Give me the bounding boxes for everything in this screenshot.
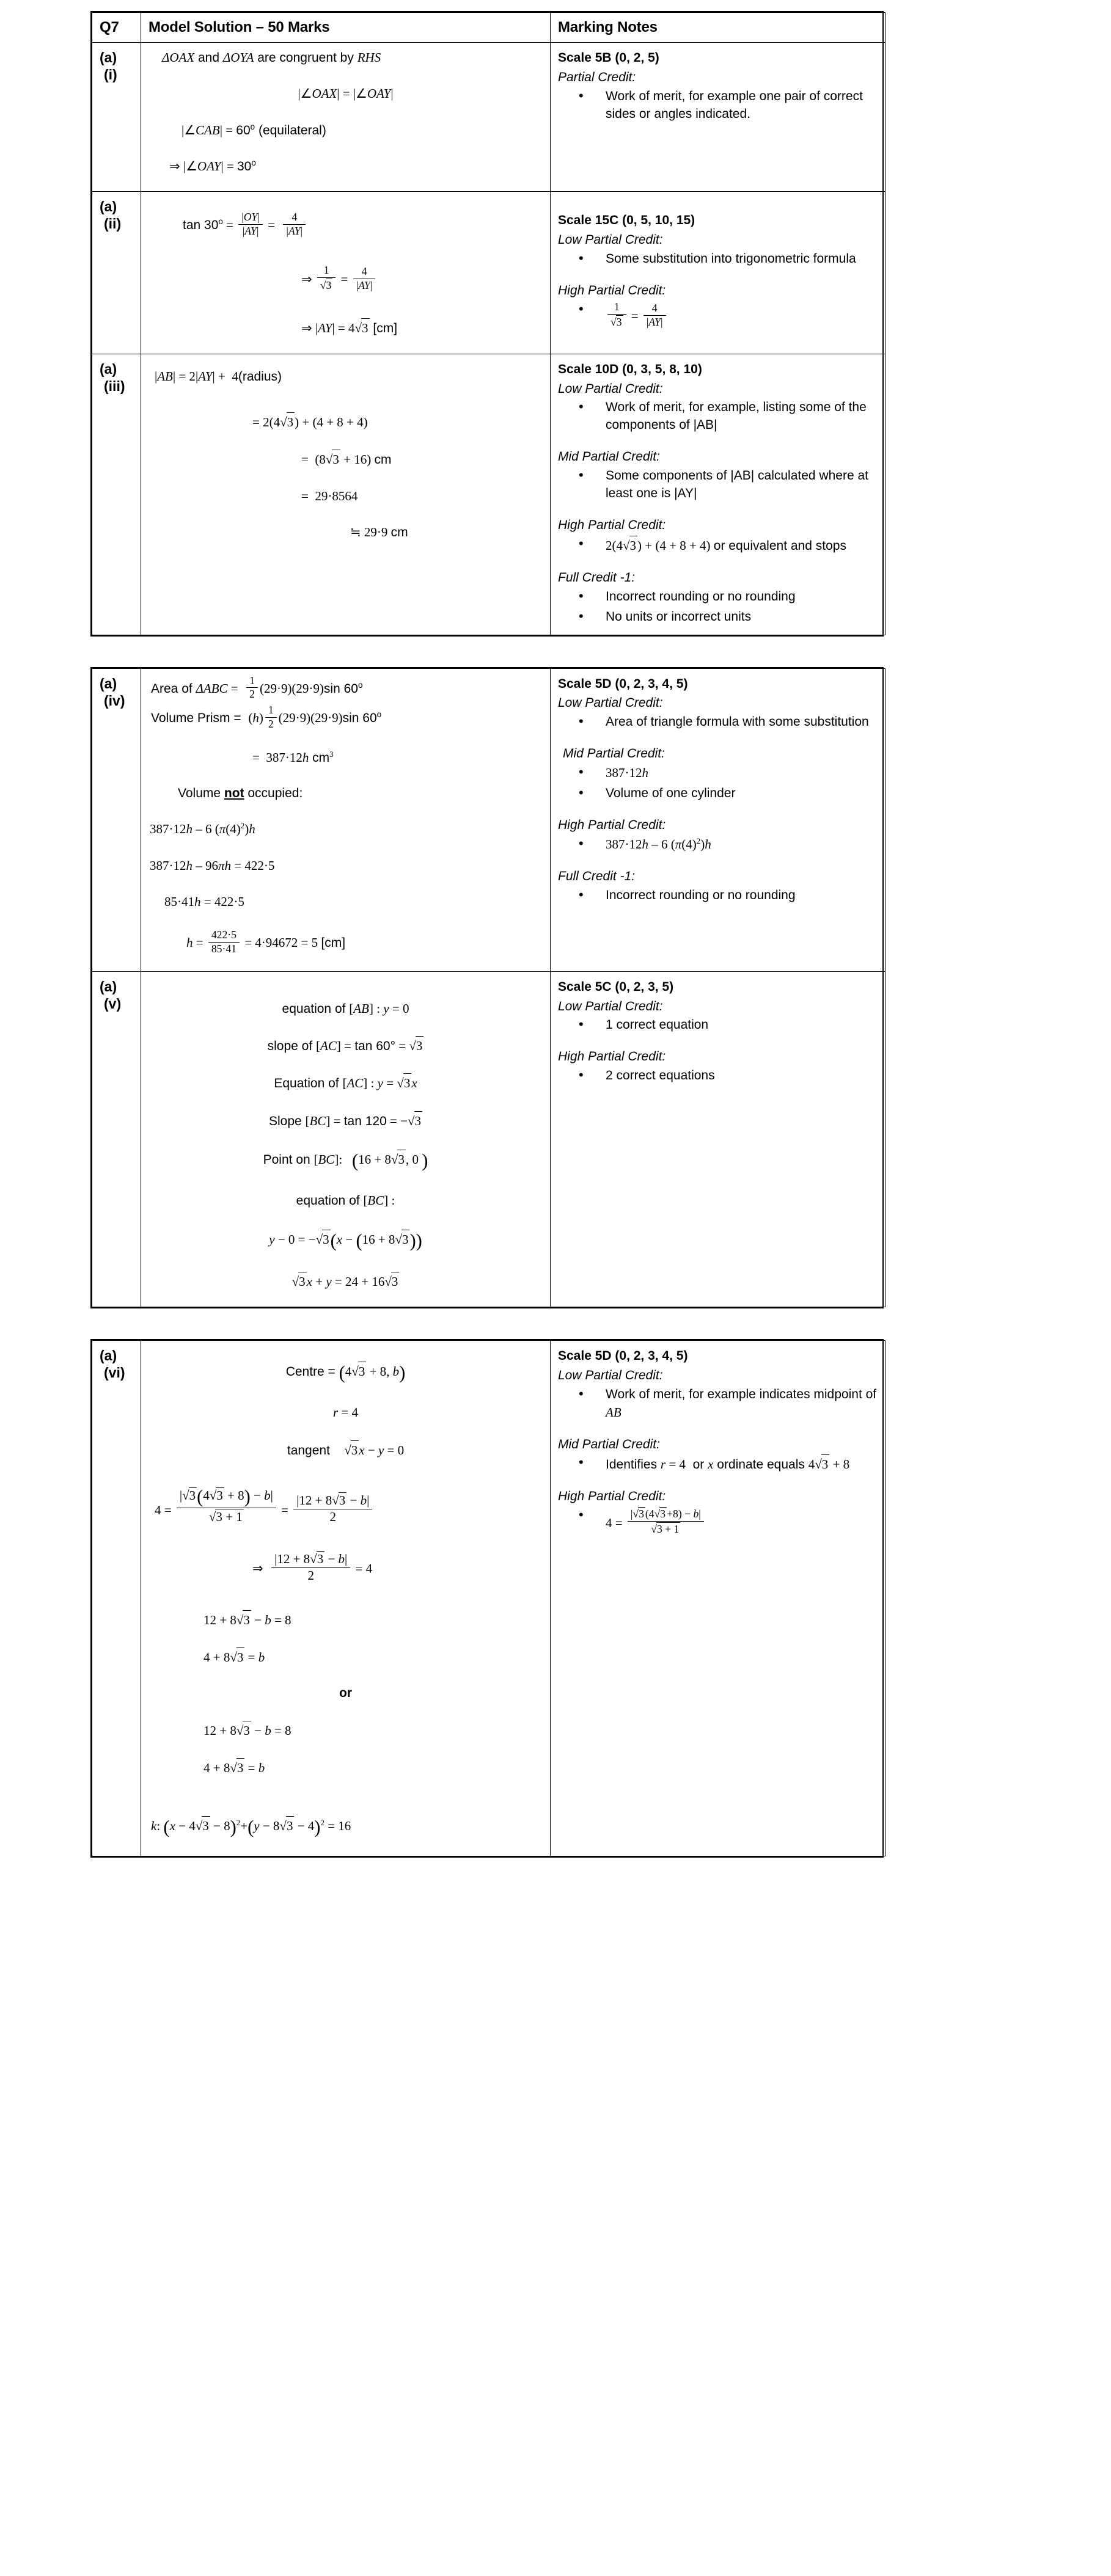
list-item: • Incorrect rounding or no rounding	[579, 588, 878, 606]
credit-list-a-iii-0	[558, 399, 878, 434]
eq-ab-decimal: = 29·8564	[301, 488, 358, 503]
table-row-a-iii	[92, 354, 886, 635]
eq-volume-prism: Volume Prism = (h) $\frac{1}{2}$ (29·9)(29·9)sin 60$^o$	[151, 704, 382, 730]
list-item-math: • 387·12h	[579, 764, 878, 783]
header-question: Q7	[92, 13, 141, 43]
credit-list-a-iii-3	[558, 588, 878, 626]
credit-list-a-iii-1	[558, 467, 878, 503]
notes-a-iv	[551, 668, 886, 971]
solution-a-i	[141, 43, 551, 192]
eq-equation-bc-pointslope: y − 0 = −√3(x − (16 + 8√3))	[269, 1230, 422, 1251]
eq-equation-ab: equation of [AB] : y = 0	[282, 1001, 409, 1016]
eq-tangent: tangent √3x − y = 0	[148, 1440, 543, 1459]
table-header-row	[92, 13, 886, 43]
solution-a-ii	[141, 192, 551, 354]
credit-heading-a-ii-0: Low Partial Credit:	[558, 233, 663, 247]
eq-slope-bc: Slope [BC] = tan 120 = −√3	[148, 1111, 543, 1130]
notes-a-vi	[551, 1341, 886, 1856]
row-label-a-ii	[92, 192, 141, 354]
credit-heading-a-iii-0: Low Partial Credit:	[558, 381, 663, 396]
row-label-a-iv	[92, 668, 141, 971]
credit-list-a-vi-2	[558, 1507, 878, 1536]
eq-equation-ac: Equation of [AC] : y = √3x	[148, 1073, 543, 1092]
eq-area-abc: Area of ΔABC = $\frac{1}{2}$ (29·9)(29·9)sin 60$^o$	[151, 674, 363, 701]
label-part-a: (a)	[100, 675, 117, 691]
notes-a-iii	[551, 354, 886, 635]
eq-solve-h-2: h = $\frac{422\cdot 5}{85\cdot 41}$ = 4·94672 = 5 [cm]	[186, 929, 346, 955]
credit-heading-a-iv-1: Mid Partial Credit:	[563, 746, 665, 761]
credit-list-a-iii-2	[558, 536, 878, 555]
notes-a-ii	[551, 192, 886, 354]
row-label-a-v	[92, 971, 141, 1307]
marking-table-3	[92, 1340, 886, 1856]
list-item: • Area of triangle formula with some substitution	[579, 713, 878, 731]
list-item: • Work of merit, for example, listing some of the components of |AB|	[579, 399, 878, 434]
scale-label-a-v: Scale 5C (0, 2, 3, 5)	[558, 979, 674, 994]
credit-list-a-ii-0	[558, 250, 878, 268]
list-item: • No units or incorrect units	[579, 608, 878, 626]
credit-heading-a-v-1: High Partial Credit:	[558, 1049, 666, 1064]
eq-tan30: $\tan 30^o$ = $\frac{|OY|}{|AY|}$ = $\frac{4}{|AY|}$	[148, 198, 543, 238]
list-item-math: • Work of merit, for example indicates midpoint of AB	[579, 1386, 878, 1422]
eq-volume-value: = 387·12h $cm^3$	[252, 749, 334, 765]
eq-not-occupied-1: 387·12h – 6 $(\pi(4)^2)h$	[150, 821, 255, 837]
notes-a-i	[551, 43, 886, 192]
credit-heading-a-vi-1: Mid Partial Credit:	[558, 1437, 660, 1451]
table-row-a-v	[92, 971, 886, 1307]
list-item-math: • 2(4√3) + (4 + 8 + 4) or equivalent and stops	[579, 536, 878, 555]
label-part-a: (a)	[100, 978, 117, 994]
list-item-math: • $\frac{1}{√3}$ = $\frac{4}{|AY|}$	[579, 301, 878, 329]
label-part-iii: (iii)	[104, 378, 125, 394]
eq-or-separator	[148, 1685, 543, 1702]
credit-heading-a-iii-3: Full Credit -1:	[558, 570, 636, 585]
table-row-a-vi	[92, 1341, 886, 1856]
eq-case1-line1: 12 + 8√3 − b = 8	[148, 1610, 543, 1629]
credit-list-a-ii-1	[558, 301, 878, 329]
row-label-a-iii	[92, 354, 141, 635]
credit-heading-a-iv-0: Low Partial Credit:	[558, 696, 663, 710]
eq-slope-ac: slope of [AC] = tan 60° = √3	[148, 1036, 543, 1055]
solution-a-iii	[141, 354, 551, 635]
eq-point-on-bc: Point on [BC]: (16 + 8√3, 0 )	[263, 1150, 428, 1172]
list-item-math: • 4 = $\frac{|√3 (4√3 +8) - b|}{√3 + 1}$	[579, 1507, 878, 1536]
credit-list-a-vi-0	[558, 1386, 878, 1422]
eq-equation-bc-final: √3x + y = 24 + 16√3	[148, 1272, 543, 1291]
label-part-ii: (ii)	[104, 216, 122, 232]
credit-list-a-iv-0	[558, 713, 878, 731]
eq-ab-rounded: ≒ 29·9 cm	[350, 525, 408, 540]
list-item: • Volume of one cylinder	[579, 785, 878, 803]
row-label-a-i	[92, 43, 141, 192]
list-item: • Some components of |AB| calculated where at least one is |AY|	[579, 467, 878, 503]
eq-centre: Centre = (4√3 + 8, b)	[285, 1362, 406, 1384]
eq-solve-h-1: 85·41h = 422·5	[164, 894, 244, 909]
eq-angle-equal: |∠OAX| = |∠OAY|	[298, 86, 394, 101]
credit-heading-a-i-0: Partial Credit:	[558, 70, 636, 84]
label-part-a: (a)	[100, 199, 117, 215]
marking-scheme-block-2	[90, 667, 884, 1309]
eq-case1-line2: 4 + 8√3 = b	[148, 1647, 543, 1666]
credit-list-a-i-0	[558, 88, 878, 123]
credit-heading-a-vi-0: Low Partial Credit:	[558, 1368, 663, 1382]
list-item: • Incorrect rounding or no rounding	[579, 887, 878, 905]
eq-case2-line1: 12 + 8√3 − b = 8	[148, 1721, 543, 1740]
eq-oay-30: ⇒ |∠OAY| = $30^o$	[169, 158, 256, 174]
eq-ay-value: ⇒ |AY| = 4√3 [cm]	[148, 318, 543, 337]
header-marking-notes: Marking Notes	[551, 13, 886, 43]
eq-simplify-abs: ⇒ $\frac{|12 + 8√3 - b|}{2}$ = 4	[252, 1552, 373, 1583]
eq-one-over-root3: ⇒ $\frac{1}{√3}$ = $\frac{4}{|AY|}$	[148, 265, 543, 292]
eq-case2-line2: 4 + 8√3 = b	[148, 1758, 543, 1777]
scale-label-a-iv: Scale 5D (0, 2, 3, 4, 5)	[558, 676, 688, 691]
table-row-a-i	[92, 43, 886, 192]
eq-congruence: ΔOAX and ΔOYA are congruent by RHS	[162, 50, 381, 65]
eq-circle-equation: k: $(x - 4√3 - 8)^2+(y - 8√3 - 4)^2 = 16$	[151, 1817, 351, 1838]
marking-table-2	[92, 668, 886, 1308]
marking-table-1	[92, 12, 886, 635]
table-row-a-ii	[92, 192, 886, 354]
marking-scheme-block-1	[90, 11, 884, 637]
credit-heading-a-iv-3: Full Credit -1:	[558, 869, 636, 883]
list-item: • Work of merit, for example one pair of correct sides or angles indicated.	[579, 88, 878, 123]
credit-heading-a-ii-1: High Partial Credit:	[558, 283, 666, 297]
eq-not-occupied-2: 387·12h – 96πh = 422·5	[150, 858, 275, 873]
credit-heading-a-vi-2: High Partial Credit:	[558, 1489, 666, 1504]
credit-list-a-vi-1	[558, 1454, 878, 1474]
eq-ab-expression: |AB| = 2|AY| + 4(radius)	[155, 368, 282, 384]
credit-list-a-v-1	[558, 1067, 878, 1085]
marking-scheme-block-3	[90, 1339, 884, 1858]
eq-volume-not-occupied-heading: Volume not occupied:	[178, 786, 303, 800]
table-row-a-iv	[92, 668, 886, 971]
credit-list-a-iv-3	[558, 887, 878, 905]
solution-a-vi	[141, 1341, 551, 1856]
scale-label-a-i: Scale 5B (0, 2, 5)	[558, 51, 659, 65]
scale-label-a-vi: Scale 5D (0, 2, 3, 4, 5)	[558, 1349, 688, 1363]
credit-list-a-v-0	[558, 1016, 878, 1034]
credit-list-a-iv-2	[558, 836, 878, 854]
list-item: • 1 correct equation	[579, 1016, 878, 1034]
eq-distance-formula: 4 = $\frac{|√3(4√3 + 8) - b|}{√3 + 1}$ = $\frac{|12 + 8√3 - b|}{2}$	[148, 1486, 543, 1525]
label-part-a: (a)	[100, 360, 117, 377]
scale-label-a-ii: Scale 15C (0, 5, 10, 15)	[558, 213, 695, 228]
label-part-a: (a)	[100, 49, 117, 65]
eq-ab-substituted: = 2(4√3) + (4 + 8 + 4)	[148, 412, 543, 431]
credit-heading-a-iii-1: Mid Partial Credit:	[558, 450, 660, 464]
row-label-a-vi	[92, 1341, 141, 1856]
list-item: • Some substitution into trigonometric formula	[579, 250, 878, 268]
label-part-i: (i)	[104, 67, 117, 83]
eq-cab-60: |∠CAB| = $60^o$ (equilateral)	[182, 122, 326, 137]
eq-equation-bc-heading: equation of [BC] :	[296, 1193, 395, 1208]
or-label: or	[339, 1686, 352, 1701]
eq-radius: r = 4	[332, 1405, 359, 1420]
label-part-iv: (iv)	[104, 692, 125, 709]
label-part-a: (a)	[100, 1348, 117, 1364]
credit-heading-a-v-0: Low Partial Credit:	[558, 999, 663, 1013]
credit-list-a-iv-1	[558, 764, 878, 803]
label-part-vi: (vi)	[104, 1365, 125, 1381]
solution-a-v	[141, 971, 551, 1307]
credit-heading-a-iv-2: High Partial Credit:	[558, 817, 666, 832]
notes-a-v	[551, 971, 886, 1307]
list-item-math: • 387·12h – 6 $(\pi(4)^2)h$	[579, 836, 878, 854]
label-part-v: (v)	[104, 995, 122, 1012]
eq-ab-simplified: = (8√3 + 16) cm	[148, 450, 543, 469]
scale-label-a-iii: Scale 10D (0, 3, 5, 8, 10)	[558, 362, 702, 376]
list-item-math: • Identifies r = 4 or x ordinate equals 4√3 + 8	[579, 1454, 878, 1474]
solution-a-iv	[141, 668, 551, 971]
header-model-solution: Model Solution – 50 Marks	[141, 13, 551, 43]
credit-heading-a-iii-2: High Partial Credit:	[558, 518, 666, 533]
list-item: • 2 correct equations	[579, 1067, 878, 1085]
